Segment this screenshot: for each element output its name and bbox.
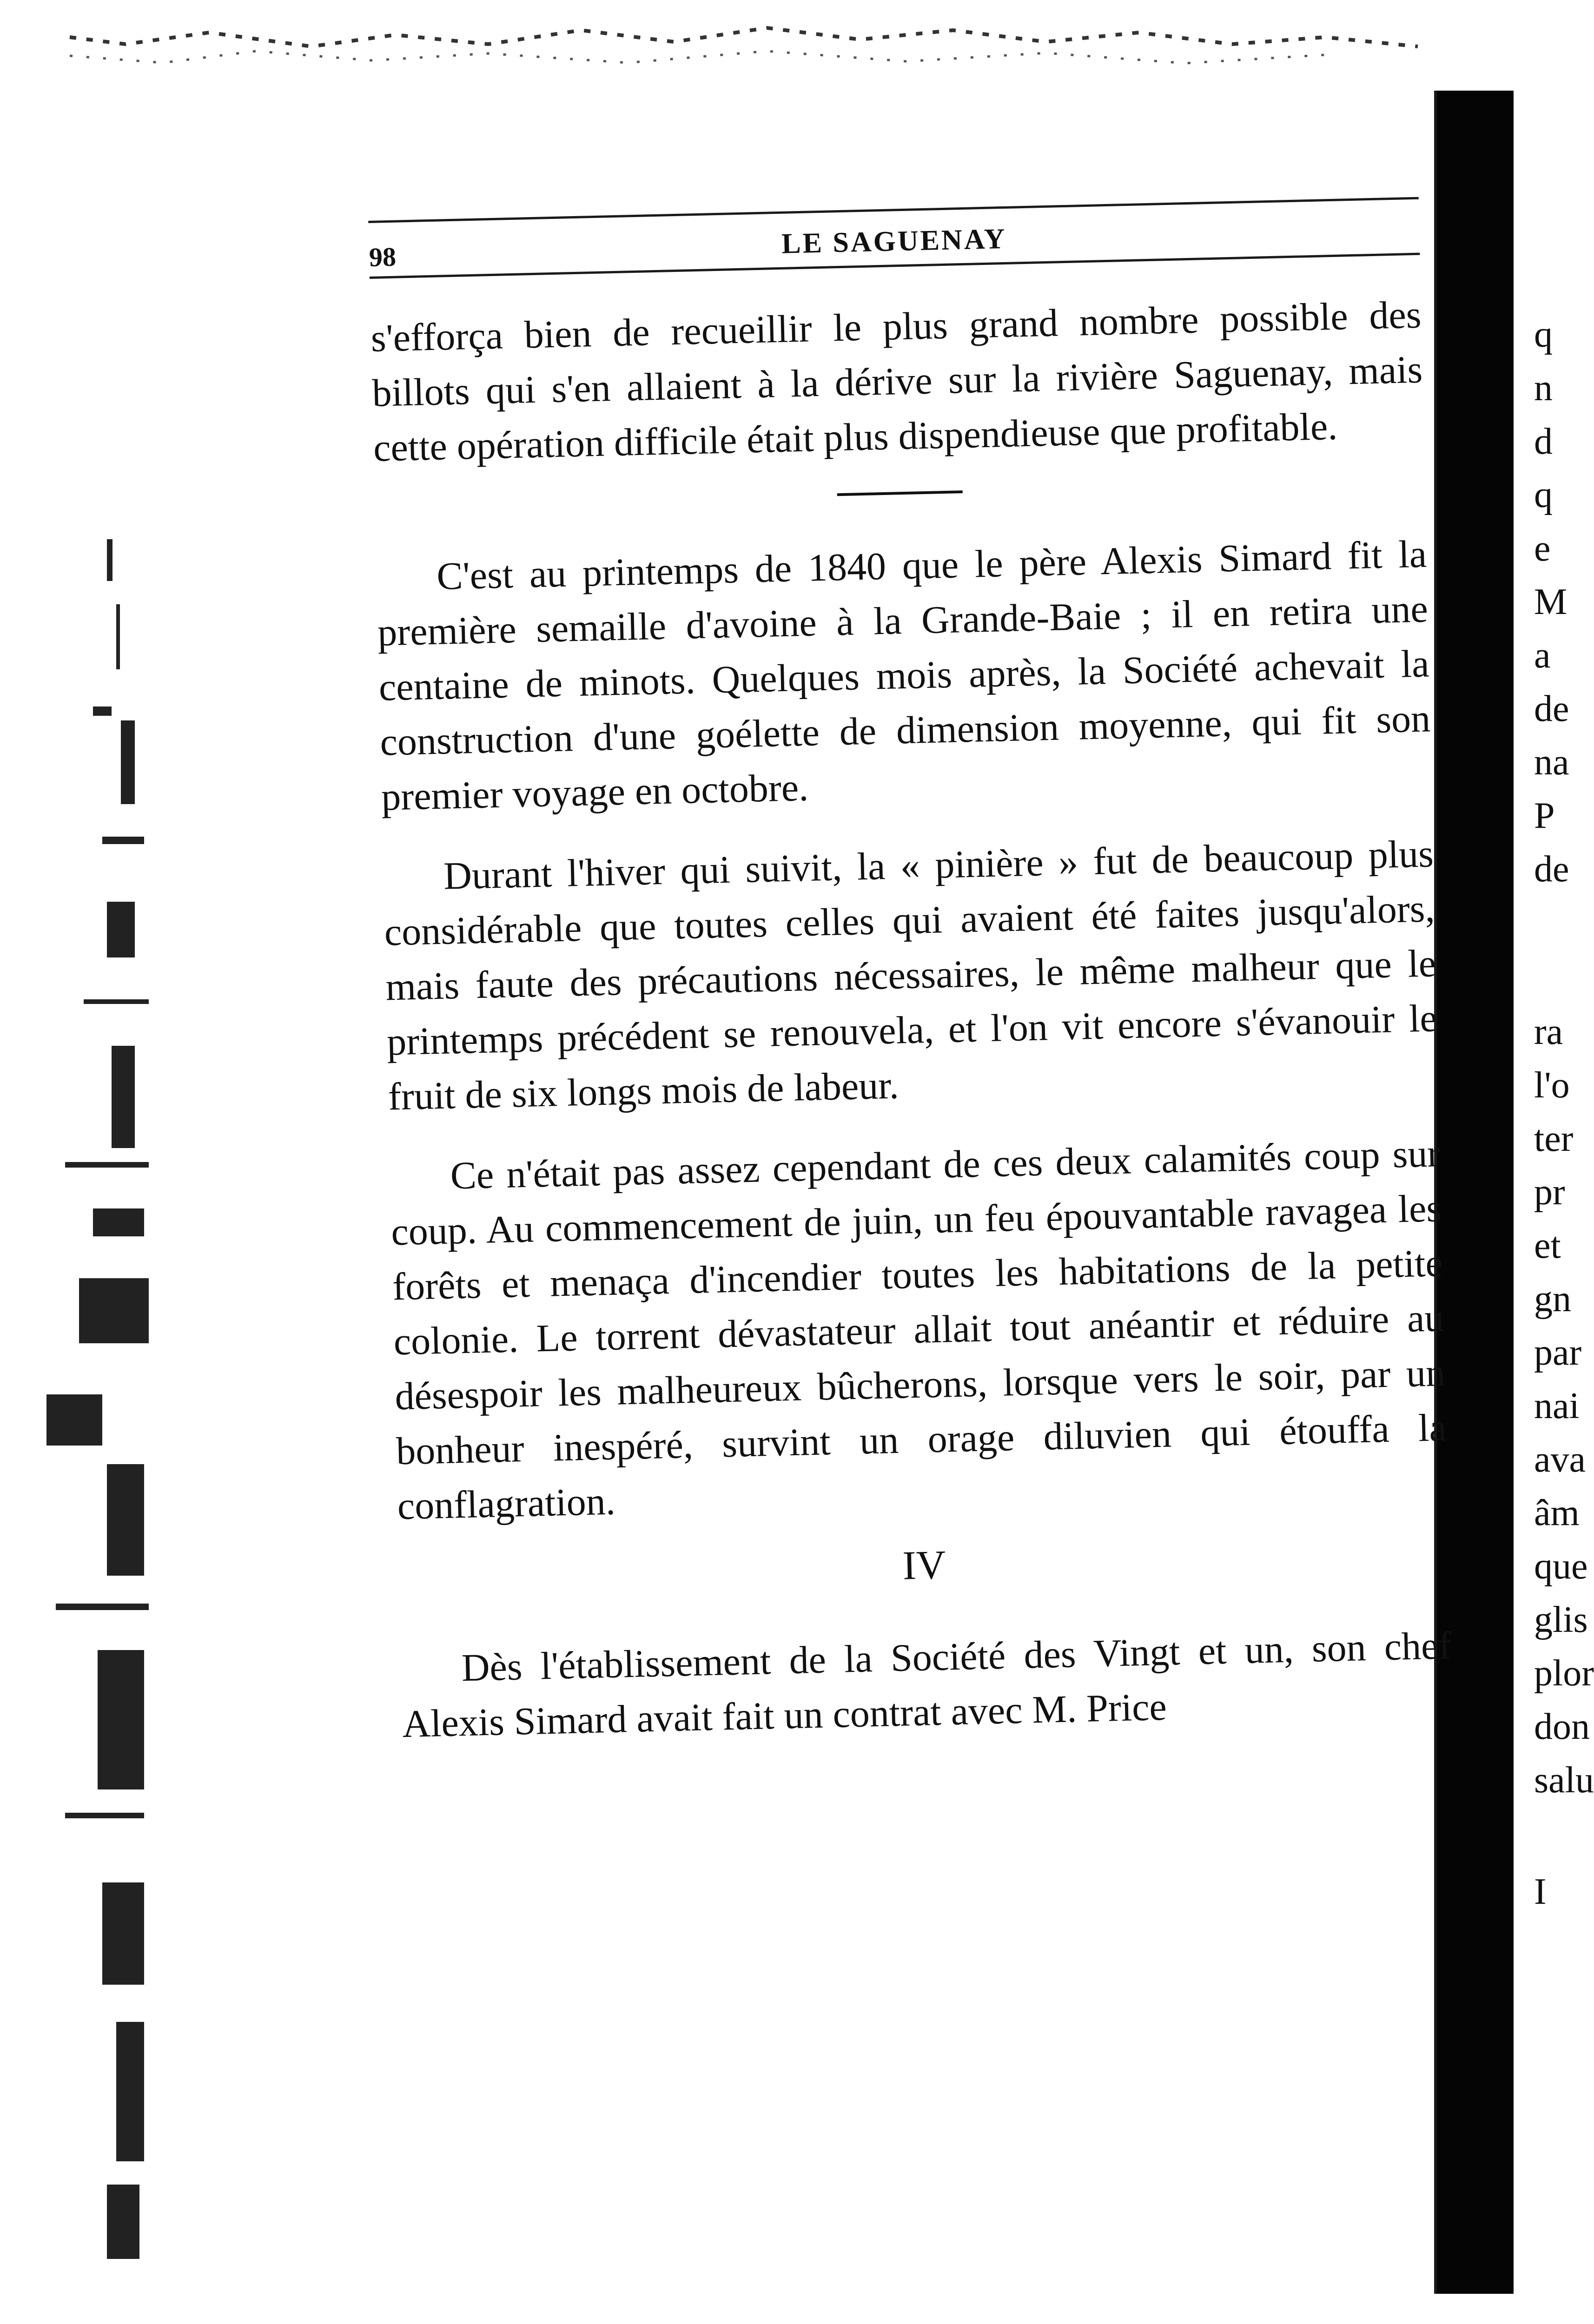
facing-page-fragment: I [1534,1871,1547,1912]
book-page [367,153,1452,1746]
facing-page-fragment: plor [1534,1653,1594,1694]
facing-page-fragment: e [1534,528,1551,569]
paragraph: s'efforça bien de recueillir le plus grand nombre possible des billots qui s'en allaient à la dérive sur la rivière Saguenay, mais cette opération difficile était plus dispendieuse que profitable. [370,293,1423,470]
paragraph: Dès l'établissement de la Société des Vingt et un, son chef Alexis Simard avait fait un contrat avec M. Price [402,1624,1452,1746]
facing-page-fragment: ra [1534,1011,1563,1052]
facing-page-fragment: gn [1534,1279,1571,1320]
facing-page-fragment: glis [1534,1599,1588,1640]
facing-page-edge [1520,177,1594,2222]
section-divider [837,490,963,496]
facing-page-fragment: M [1534,581,1568,622]
running-head: LE SAGUENAY [781,223,1007,260]
facing-page-fragment: et [1534,1225,1561,1266]
facing-page-fragment: ter [1534,1118,1574,1159]
facing-page-fragment: q [1534,314,1553,355]
facing-page-fragment: n [1534,368,1553,409]
facing-page-fragment: a [1534,635,1551,676]
facing-page-fragment: de [1534,688,1569,729]
facing-page-fragment: P [1534,795,1555,836]
facing-page-fragment: don [1534,1706,1590,1747]
facing-page-fragment: de [1534,849,1569,890]
facing-page-fragment: par [1534,1332,1582,1373]
facing-page-fragment: na [1534,742,1569,783]
facing-page-fragment: nai [1534,1386,1580,1426]
paragraph: Durant l'hiver qui suivit, la « pinière » fut de beaucoup plus considérable que toutes celles qui avaient été faites jusqu'alors, mais faute des précautions nécessaires, le même malheur que le printemps précédent se renouvela, et l'on vit encore s'évanouir le fruit de six longs mois de labeur. [384,832,1438,1119]
body-text [370,288,1454,1777]
scan-gutter-shadow [1434,91,1514,2294]
left-margin-scan-noise [37,511,167,2324]
facing-page-fragment: q [1534,475,1553,515]
facing-page-fragment: pr [1534,1172,1565,1213]
facing-page-fragment: ava [1534,1439,1586,1480]
facing-page-fragment: d [1534,421,1553,462]
chapter-section-number: IV [902,1542,946,1589]
facing-page-fragment: que [1534,1546,1588,1587]
page-number: 98 [369,241,397,272]
facing-page-fragment: âm [1534,1492,1580,1533]
paragraph: Ce n'était pas assez cependant de ces deux calamités coup sur coup. Au commencement de juin, un feu épouvantable ravagea les forêts et menaça d'incendier toutes les habitations de la petite colonie. Le torrent dévastateur allait tout anéantir et réduire au désespoir les malheureux bûcherons, lorsque vers le soir, par un bonheur inespéré, survint un orage diluvien qui étouffa la conflagration. [390,1132,1447,1528]
scan-noise-top [70,19,1418,74]
paragraph: C'est au printemps de 1840 que le père Alexis Simard fit la première semaille d'avoine à la Grande-Baie ; il en retira une centaine de minots. Quelques mois après, la Société achevait la construction d'une goélette de dimension moyenne, qui fit son premier voyage en octobre. [377,532,1431,819]
page-header [368,204,1420,274]
facing-page-fragment: l'o [1534,1065,1570,1106]
facing-page-fragment: salu [1534,1760,1594,1801]
